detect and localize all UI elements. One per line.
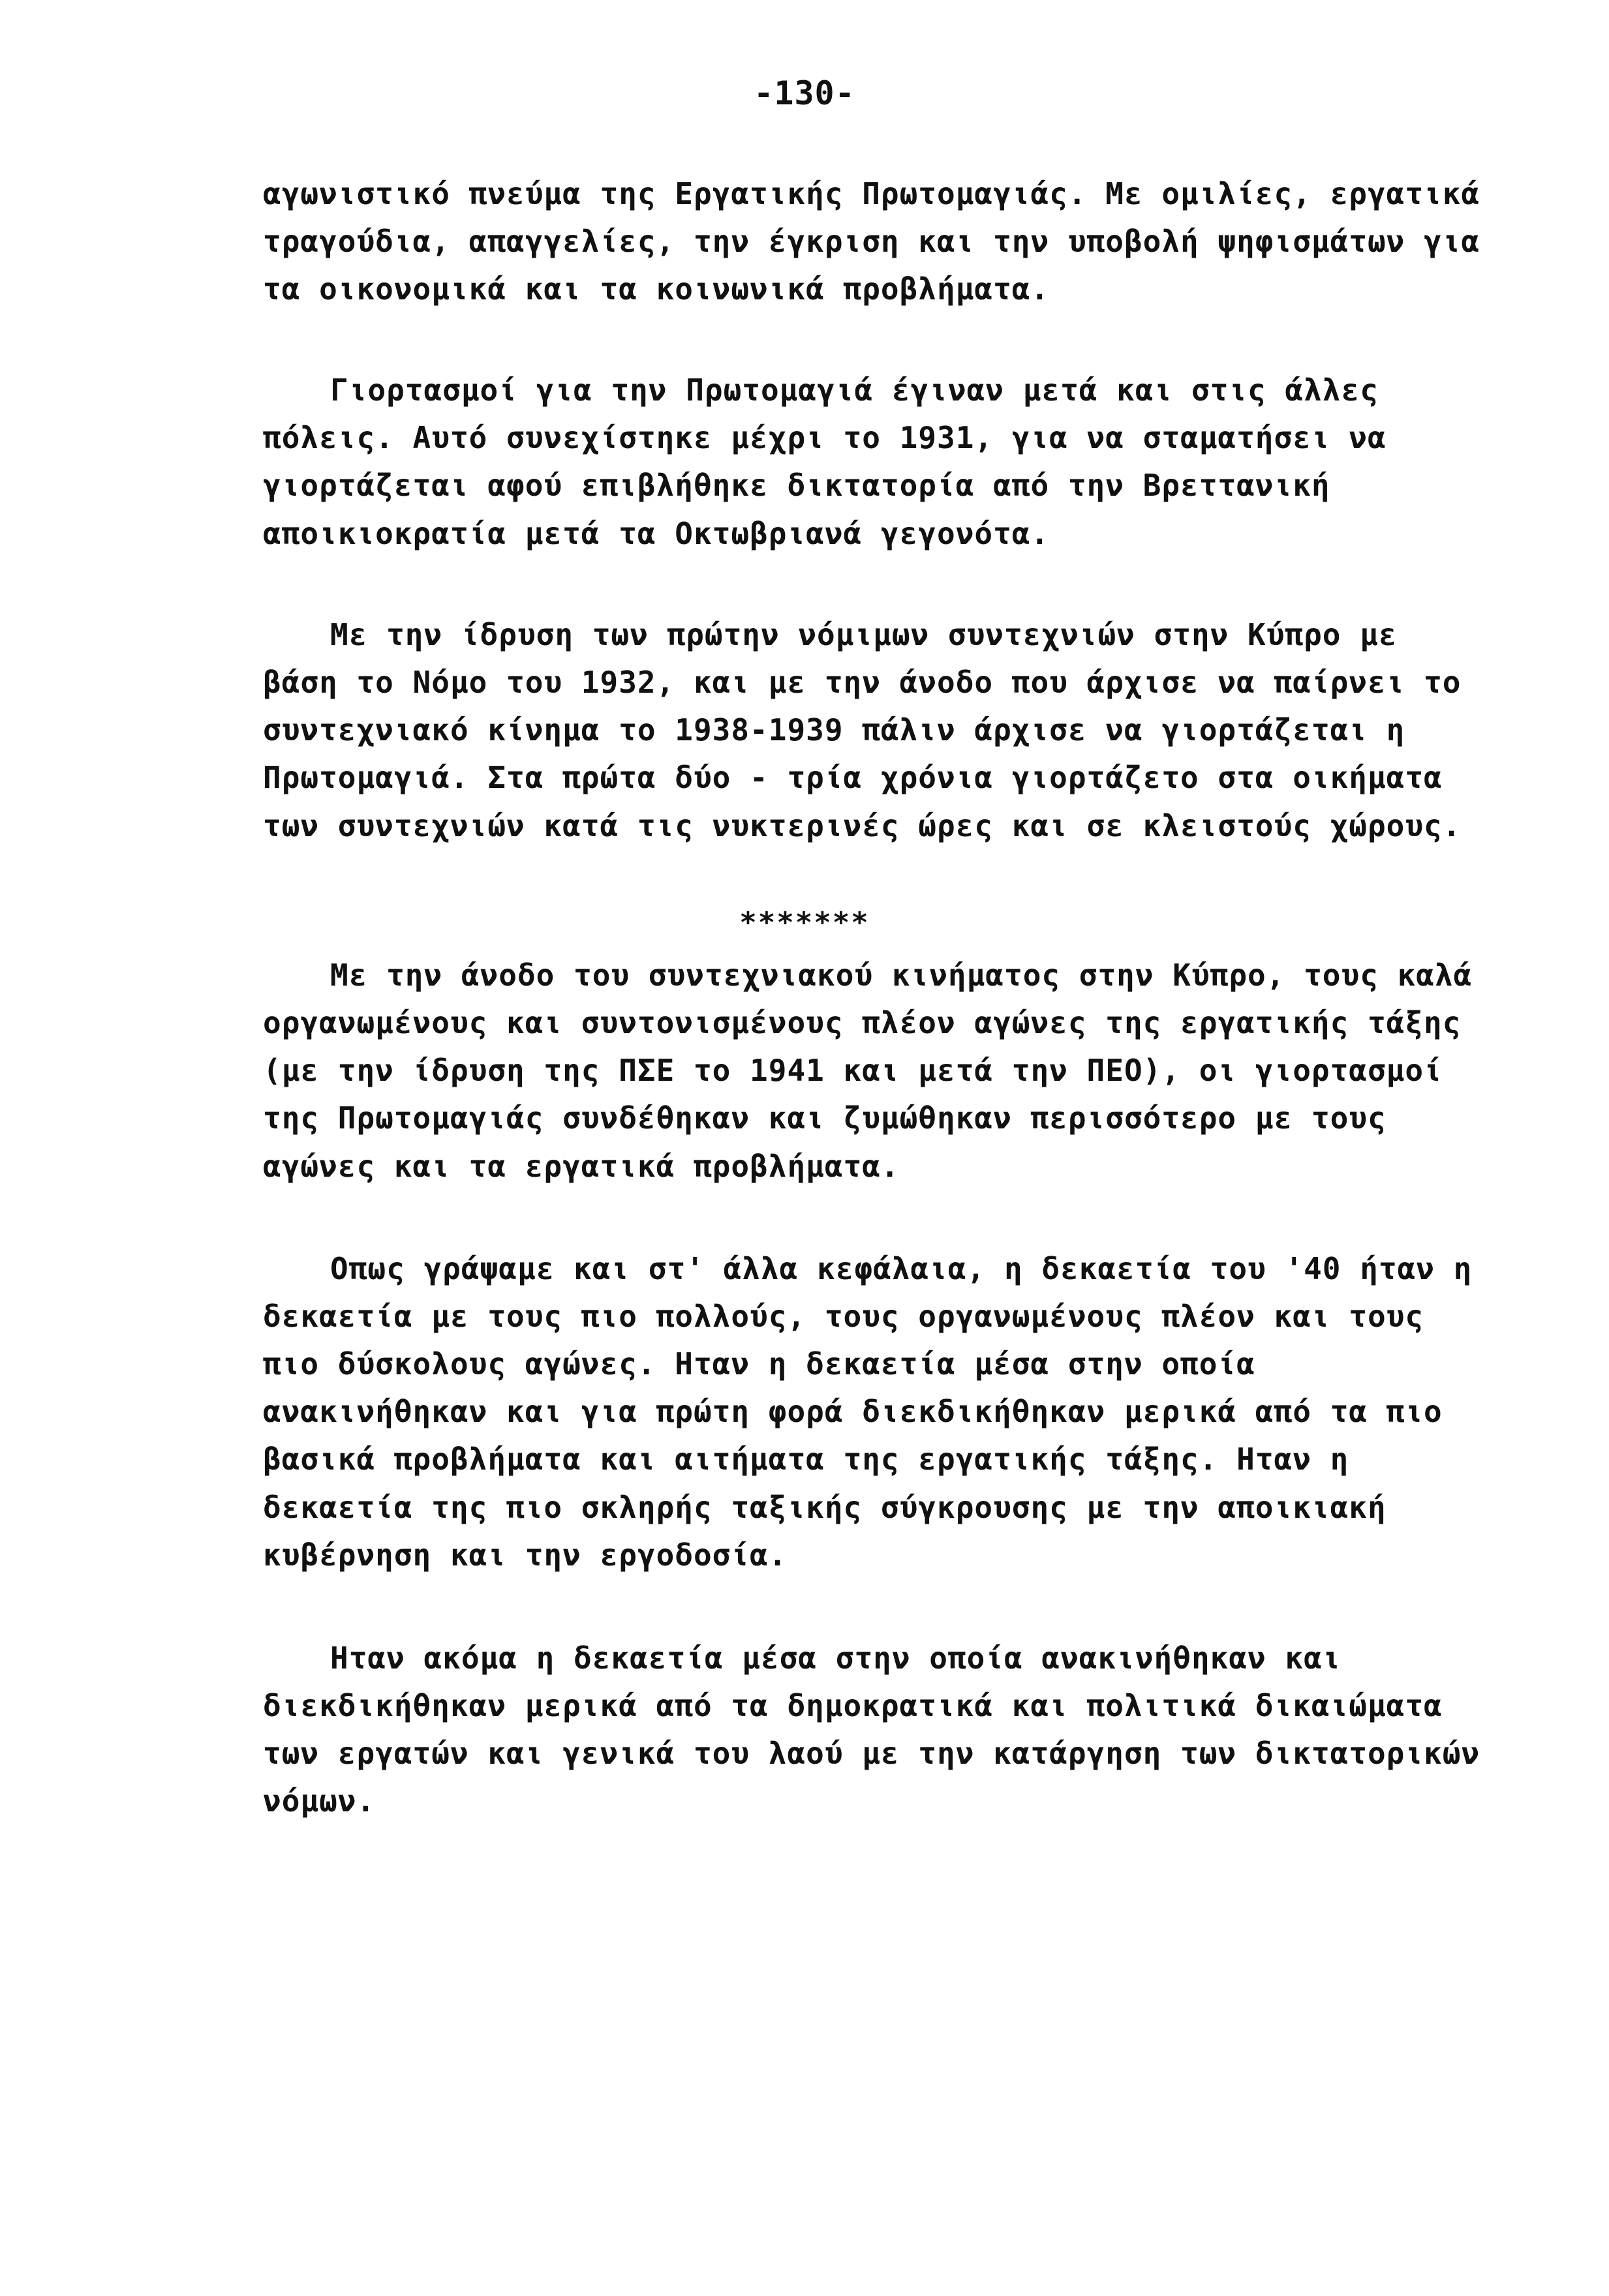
paragraph-5-line-5: βασικά προβλήματα και αιτήματα της εργατικής τάξης. Ηταν η xyxy=(263,1442,1349,1477)
paragraph-4-line-5: αγώνες και τα εργατικά προβλήματα. xyxy=(263,1149,900,1184)
paragraph-5-line-6: δεκαετία της πιο σκληρής ταξικής σύγκρουσης με την αποικιακή xyxy=(263,1490,1387,1525)
paragraph-4-line-1: Με την άνοδο του συντεχνιακού κινήματος στην Κύπρο, τους καλά xyxy=(330,958,1473,993)
paragraph-4-line-4: της Πρωτομαγιάς συνδέθηκαν και ζυμώθηκαν περισσότερο με τους xyxy=(263,1100,1387,1136)
paragraph-3-line-5: των συντεχνιών κατά τις νυκτερινές ώρες και σε κλειστούς χώρους. xyxy=(263,808,1462,843)
paragraph-4-line-3: (με την ίδρυση της ΠΣΕ το 1941 και μετά την ΠΕΟ), οι γιορτασμοί xyxy=(263,1053,1443,1088)
paragraph-3-line-3: συντεχνιακό κίνημα το 1938-1939 πάλιν άρχισε να γιορτάζεται η xyxy=(263,712,1405,748)
paragraph-1-line-2: τραγούδια, απαγγελίες, την έγκριση και την υποβολή ψηφισμάτων για xyxy=(263,224,1480,259)
paragraph-3-line-4: Πρωτομαγιά. Στα πρώτα δύο - τρία χρόνια γιορτάζετο στα οικήματα xyxy=(263,760,1443,795)
paragraph-2-line-3: γιορτάζεται αφού επιβλήθηκε δικτατορία από την Βρεττανική xyxy=(263,468,1330,503)
paragraph-1-line-1: αγωνιστικό πνεύμα της Εργατικής Πρωτομαγιάς. Με ομιλίες, εργατικά xyxy=(263,176,1480,211)
page-number: -130- xyxy=(754,74,855,112)
paragraph-5-line-3: πιο δύσκολους αγώνες. Ηταν η δεκαετία μέσα στην οποία xyxy=(263,1346,1255,1382)
paragraph-5-line-2: δεκαετία με τους πιο πολλούς, τους οργανωμένους πλέον και τους xyxy=(263,1299,1424,1334)
paragraph-2-line-2: πόλεις. Αυτό συνεχίστηκε μέχρι το 1931, για να σταματήσει να xyxy=(263,420,1387,455)
paragraph-4-line-2: οργανωμένους και συντονισμένους πλέον αγώνες της εργατικής τάξης xyxy=(263,1005,1462,1040)
paragraph-6-line-3: των εργατών και γενικά του λαού με την κατάργηση των δικτατορικών xyxy=(263,1736,1480,1771)
paragraph-3-line-2: βάση το Νόμο του 1932, και με την άνοδο που άρχισε να παίρνει το xyxy=(263,665,1462,700)
paragraph-1-line-3: τα οικονομικά και τα κοινωνικά προβλήματα. xyxy=(263,271,1050,307)
paragraph-2-line-1: Γιορτασμοί για την Πρωτομαγιά έγιναν μετά και στις άλλες xyxy=(330,372,1379,408)
paragraph-5-line-4: ανακινήθηκαν και για πρώτη φορά διεκδικήθηκαν μερικά από τα πιο xyxy=(263,1394,1443,1429)
paragraph-6-line-2: διεκδικήθηκαν μερικά από τα δημοκρατικά και πολιτικά δικαιώματα xyxy=(263,1688,1443,1723)
section-separator: ******* xyxy=(739,906,870,939)
paragraph-2-line-4: αποικιοκρατία μετά τα Οκτωβριανά γεγονότα. xyxy=(263,516,1050,551)
paragraph-3-line-1: Με την ίδρυση των πρώτην νόμιμων συντεχνιών στην Κύπρο με xyxy=(330,617,1398,652)
paragraph-5-line-7: κυβέρνηση και την εργοδοσία. xyxy=(263,1537,788,1573)
paragraph-6-line-1: Ηταν ακόμα η δεκαετία μέσα στην οποία ανακινήθηκαν και xyxy=(330,1640,1341,1676)
paragraph-6-line-4: νόμων. xyxy=(263,1783,376,1819)
paragraph-5-line-1: Οπως γράψαμε και στ' άλλα κεφάλαια, η δεκαετία του '40 ήταν η xyxy=(330,1251,1473,1286)
